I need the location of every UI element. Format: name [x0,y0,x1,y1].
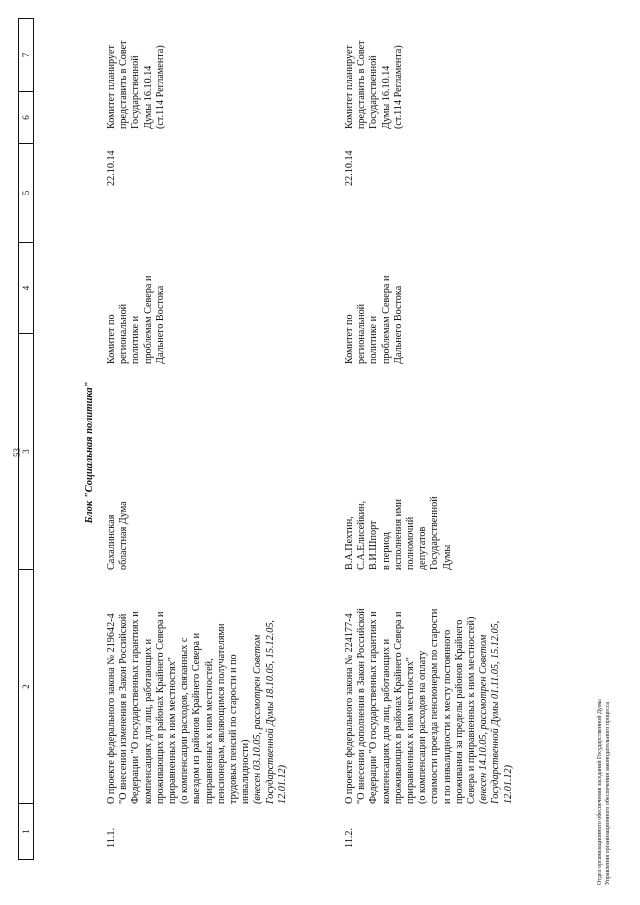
committee-line: Комитет по [344,314,355,364]
initiator-line: В.А.Пехтин, [344,516,355,570]
initiator-line: в период [380,532,392,570]
description-line: "О внесении дополнения в Закон Российской [356,608,368,804]
initiator-line: исполнения ими [392,499,404,570]
column-header: 6 [19,91,33,143]
note-line: Думы 16.10.14 [142,65,154,129]
committee-line: Комитет по [106,314,117,364]
description-line: (о компенсации расходов на оплату [417,650,429,804]
description-note: 12.01.12) [502,764,514,804]
committee-line: проблемам Севера и [380,275,392,364]
block-title: Блок "Социальная политика" [84,381,95,524]
note-line: (ст.114 Регламента) [154,45,166,129]
row-number: 11.1. [106,828,117,848]
initiator-line: Государственной [429,496,441,570]
description-line: приравненных к ним местностей, [203,658,215,804]
description-line: трудовых пенсий по старости и по [228,654,240,804]
initiator-line: областная Дума [118,501,130,570]
row-description [344,608,515,804]
note-line: (ст.114 Регламента) [392,45,404,129]
row-initiator [344,496,454,570]
note-line: Государственной [368,55,380,129]
column-header: 3 [19,333,33,569]
committee-line: политике и [130,315,142,364]
initiator-line: полномочий [405,516,417,570]
description-line: инвалидности) [240,739,252,804]
row-date: 22.10.14 [344,150,355,186]
note-line: Комитет планирует [344,45,355,129]
description-line: пенсионерам, являющимся получателями [215,623,227,804]
description-line: Федерации "О государственных гарантиях и [130,611,142,804]
description-line: О проекте федерального закона № 224177-4 [344,613,355,804]
initiator-line: депутатов [417,526,429,570]
column-header: 7 [21,52,31,58]
column-header: 2 [19,569,33,803]
initiator-line: В.И.Шпорт [368,520,380,570]
description-line: и по инвалидности к месту постоянного [441,629,453,804]
footer-line: Управления организационного обеспечения законодательного процесса [605,701,611,885]
note-line: Думы 16.10.14 [380,65,392,129]
description-line: (о компенсации расходов, связанных с [179,637,191,804]
description-line: приравненных к ним местностях" [405,657,417,804]
page-number: 53 [12,448,22,457]
row-description [106,611,289,804]
description-line: проживающих в районах Крайнего Севера и [154,611,166,804]
description-line: Федерации "О государственных гарантиях и [368,611,380,804]
description-line: приравненных к ним местностях" [167,657,179,804]
row-note [106,40,167,129]
row-number: 11.2. [344,828,355,848]
column-header: 1 [19,803,33,859]
description-line: проживания за пределы районов Крайнего [453,619,465,804]
committee-line: региональной [118,303,130,364]
description-note: 12.01.12) [276,764,288,804]
note-line: Государственной [130,55,142,129]
description-note: Государственной Думы 01.11.05, 15.12.05, [490,620,502,804]
description-note: Государственной Думы 18.10.05, 15.12.05, [264,620,276,804]
description-line: стоимости проезда пенсионерам по старости [429,608,441,804]
description-line: Севера и приравненных к ним местностей) [466,616,478,804]
initiator-line: С.А.Елисейкин, [356,500,368,570]
description-line: "О внесении изменения в Закон Российской [118,613,130,804]
committee-line: проблемам Севера и [142,275,154,364]
row-date: 22.10.14 [106,150,117,186]
column-header: 4 [19,242,33,333]
initiator-line: Сахалинская [106,514,117,570]
description-note: (внесен 14.10.05, рассмотрен Советом [478,634,490,804]
description-line: О проекте федерального закона № 219642-4 [106,613,117,804]
note-line: Комитет планирует [106,45,117,129]
footer [596,699,612,885]
committee-line: политике и [368,315,380,364]
column-header-row [18,18,34,860]
row-initiator [106,501,130,570]
row-note [344,40,405,129]
description-line: выездом из районов Крайнего Севера и [191,632,203,804]
description-line: компенсациях для лиц, работающих и [142,638,154,804]
committee-line: Дальнего Востока [392,285,404,364]
row-committee [106,276,167,364]
description-line: компенсациях для лиц, работающих и [380,638,392,804]
initiator-line: Думы [441,544,453,570]
footer-line: Отдел организационного обеспечения заседаний Государственной Думы [597,699,603,885]
committee-line: Дальнего Востока [154,285,166,364]
note-line: представить в Совет [118,40,130,129]
column-header: 5 [19,143,33,242]
committee-line: региональной [356,303,368,364]
row-committee [344,276,405,364]
note-line: представить в Совет [356,40,368,129]
description-line: проживающих в районах Крайнего Севера и [392,611,404,804]
description-note: (внесен 03.10.05, рассмотрен Советом [252,634,264,804]
